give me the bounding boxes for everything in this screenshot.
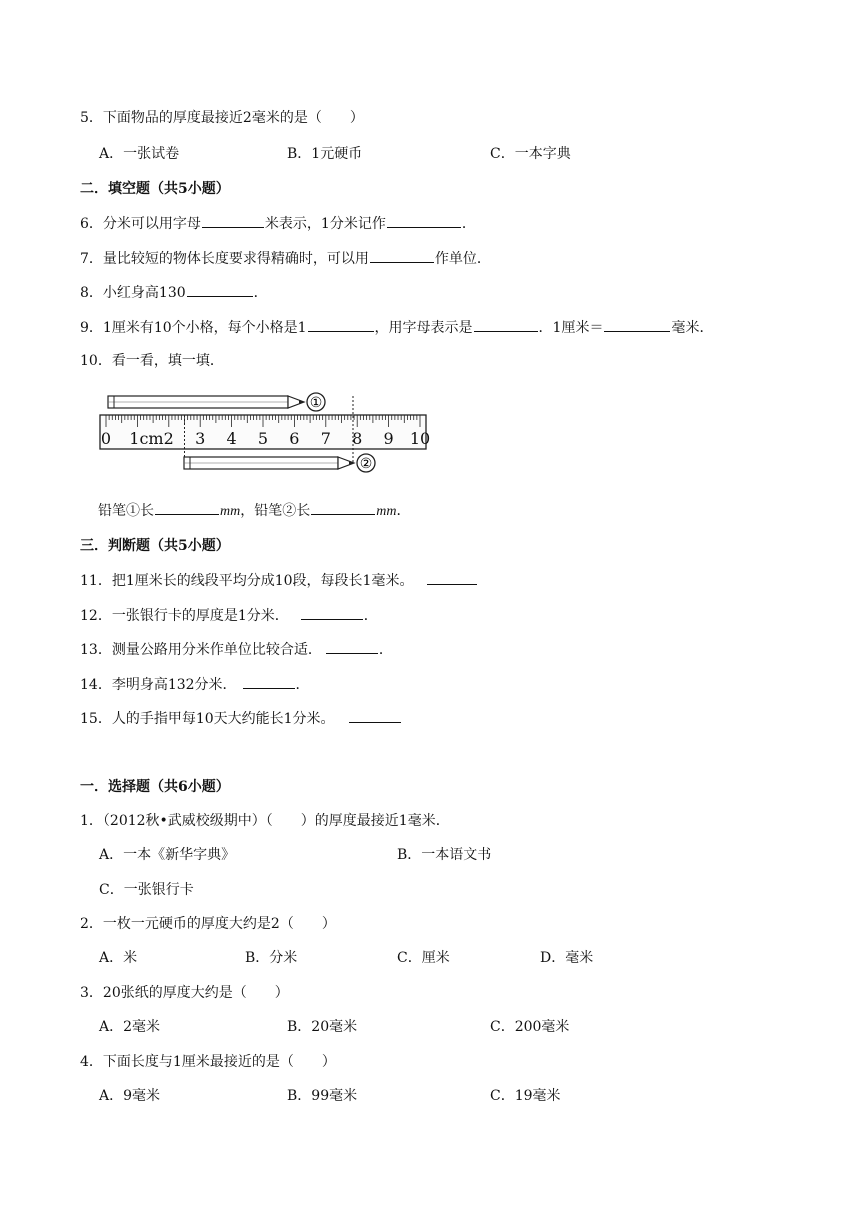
ruler-number: 0 [100,429,112,448]
q6-blank-2[interactable] [387,213,461,228]
question-8 [80,282,268,303]
ruler-number: 8 [352,429,363,448]
question-9 [80,317,713,338]
q10-text-b: ，铅笔②长 [240,503,311,519]
q2-option-d: D．毫米 [540,950,594,966]
question-6 [80,213,476,234]
q4-option-b: B．99毫米 [287,1088,358,1104]
question-3-stem: 3．20张纸的厚度大约是（ ） [80,985,289,1001]
q8-blank[interactable] [187,282,253,297]
q6-text-b: 米表示，1分米记作 [264,216,386,232]
q1-option-c: C．一张银行卡 [99,882,194,898]
question-12 [80,605,378,626]
q11-text: 11．把1厘米长的线段平均分成10段，每段长1毫米。 [80,573,414,589]
ruler-number: 3 [195,429,206,448]
q10-text-a: 铅笔①长 [98,503,154,519]
question-10-answer [98,500,410,522]
q3-option-b: B．20毫米 [287,1019,358,1035]
pencil-2 [184,457,354,469]
ruler-number: 4 [226,429,237,448]
question-13 [80,639,393,660]
ruler-number: 5 [257,429,269,448]
pencil-2-label [357,454,375,472]
q2-option-b: B．分米 [245,950,298,966]
q14-blank[interactable] [243,674,295,689]
q11-blank[interactable] [427,570,477,585]
q9-text-a: 9．1厘米有10个小格，每个小格是1 [80,320,307,336]
section-1-title: 一．选择题（共6小题） [80,779,230,795]
q15-text: 15．人的手指甲每10天大约能长1分米。 [80,711,335,727]
q10-blank-1[interactable] [155,500,219,515]
q10-text-c: ． [396,503,411,519]
q8-text-b: ． [253,285,268,301]
ruler-number: 6 [289,429,300,448]
q10-unit-2: mm [376,504,397,519]
question-11 [80,570,478,591]
q13-blank[interactable] [326,639,378,654]
q7-blank[interactable] [370,248,434,263]
q12-text-b: ． [363,608,378,624]
q6-text-a: 6．分米可以用字母 [80,216,201,232]
q7-text-b: 作单位． [434,251,491,267]
svg-text:①: ① [309,395,323,411]
pencil-1-label [307,393,325,411]
question-15 [80,708,402,729]
q1-option-a: A．一本《新华字典》 [99,847,236,863]
q2-option-c: C．厘米 [397,950,450,966]
q1-option-b: B．一本语文书 [397,847,492,863]
q5-option-a: A．一张试卷 [99,146,180,162]
q7-text-a: 7．量比较短的物体长度要求得精确时，可以用 [80,251,369,267]
q9-text-d: 毫米． [671,320,714,336]
ruler-number: 1cm2 [129,429,174,448]
q10-blank-2[interactable] [311,500,375,515]
q8-text-a: 8．小红身高130 [80,285,186,301]
q4-option-c: C．19毫米 [490,1088,561,1104]
q6-text-c: ． [461,216,476,232]
svg-text:②: ② [359,456,373,472]
question-2-stem: 2．一枚一元硬币的厚度大约是2（ ） [80,916,336,932]
q9-text-c: ．1厘米＝ [538,320,604,336]
section-2-title: 二．填空题（共5小题） [80,181,230,197]
q13-text-a: 13．测量公路用分米作单位比较合适． [80,642,322,658]
q14-text-a: 14．李明身高132分米． [80,677,237,693]
q9-blank-2[interactable] [474,317,538,332]
ruler-number: 7 [320,429,331,448]
question-7 [80,248,491,269]
q5-option-c: C．一本字典 [490,146,571,162]
q3-option-c: C．200毫米 [490,1019,570,1035]
question-5-stem: 5．下面物品的厚度最接近2毫米的是（ ） [80,110,364,126]
q10-unit-1: mm [220,504,241,519]
ruler-number: 9 [383,429,394,448]
pencil-1 [108,396,304,408]
q4-option-a: A．9毫米 [99,1088,161,1104]
q13-text-b: ． [378,642,393,658]
q15-blank[interactable] [349,708,401,723]
q9-blank-1[interactable] [308,317,374,332]
section-3-title: 三．判断题（共5小题） [80,538,230,554]
q12-blank[interactable] [301,605,363,620]
q9-text-b: ，用字母表示是 [374,320,473,336]
question-1-stem: 1．（2012秋•武威校级期中）（ ）的厚度最接近1毫米． [80,813,450,829]
q12-text-a: 12．一张银行卡的厚度是1分米． [80,608,289,624]
q3-option-a: A．2毫米 [99,1019,161,1035]
q9-blank-3[interactable] [604,317,670,332]
q5-option-b: B．1元硬币 [287,146,363,162]
question-10-stem: 10．看一看，填一填． [80,353,224,369]
q6-blank-1[interactable] [202,213,264,228]
ruler-number: 10 [409,429,431,448]
q14-text-b: ． [295,677,310,693]
question-14 [80,674,310,695]
q2-option-a: A．米 [99,950,138,966]
question-4-stem: 4．下面长度与1厘米最接近的是（ ） [80,1054,336,1070]
ruler-figure [98,384,438,484]
